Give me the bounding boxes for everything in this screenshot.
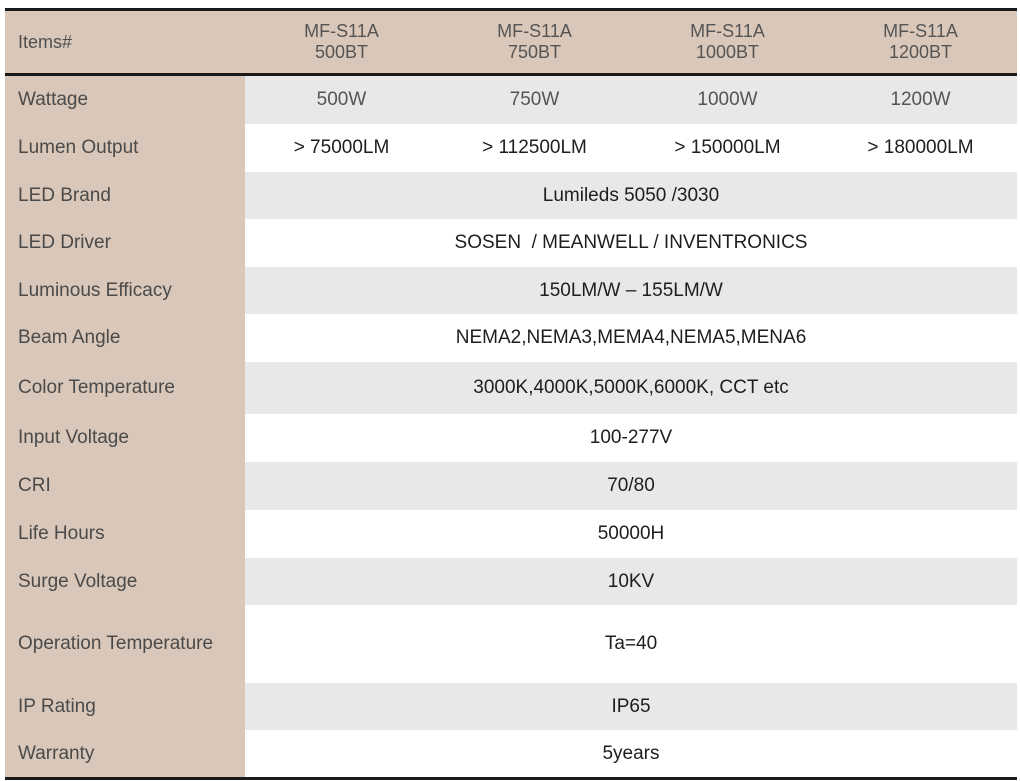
row-values — [245, 683, 1017, 730]
row-label: Input Voltage — [5, 414, 245, 462]
value-cell: > 112500LM — [482, 137, 587, 158]
model-1000bt — [631, 11, 824, 73]
row-values — [245, 314, 1017, 362]
row-label: Luminous Efficacy — [5, 267, 245, 314]
row-label: LED Driver — [5, 219, 245, 267]
value-cell: 10KV — [607, 570, 655, 592]
model-500bt — [245, 11, 438, 73]
row-label: Color Temperature — [5, 362, 245, 414]
row-values — [245, 730, 1017, 777]
value-cell: > 75000LM — [293, 137, 390, 158]
value-cell: 1000W — [697, 89, 758, 110]
row-values — [245, 76, 1017, 124]
row-ip-rating — [5, 683, 1017, 730]
row-values — [245, 414, 1017, 462]
row-surge-voltage — [5, 558, 1017, 605]
model-name: MF-S11A — [304, 21, 379, 41]
header-label: Items# — [5, 11, 245, 73]
row-input-voltage — [5, 414, 1017, 462]
row-label: IP Rating — [5, 683, 245, 730]
header-row — [5, 11, 1017, 76]
row-label: CRI — [5, 462, 245, 510]
row-beam-angle — [5, 314, 1017, 362]
row-led-brand — [5, 172, 1017, 219]
model-code: 750BT — [507, 42, 562, 62]
row-wattage — [5, 76, 1017, 124]
row-led-driver — [5, 219, 1017, 267]
row-label: LED Brand — [5, 172, 245, 219]
row-luminous-efficacy — [5, 267, 1017, 314]
value-cell: Ta=40 — [604, 633, 658, 654]
row-lumen-output — [5, 124, 1017, 172]
value-cell: > 180000LM — [867, 137, 974, 158]
model-name: MF-S11A — [690, 21, 765, 41]
model-code: 1200BT — [888, 42, 953, 62]
row-values — [245, 219, 1017, 267]
row-values — [245, 462, 1017, 510]
row-operation-temperature — [5, 605, 1017, 683]
model-name: MF-S11A — [883, 21, 958, 41]
value-cell: 750W — [509, 89, 560, 110]
row-values — [245, 172, 1017, 219]
row-values — [245, 362, 1017, 414]
row-label: Wattage — [5, 76, 245, 124]
value-cell: SOSEN / MEANWELL / INVENTRONICS — [454, 232, 808, 253]
value-cell: 5years — [602, 742, 660, 764]
row-label: Life Hours — [5, 510, 245, 558]
row-values — [245, 124, 1017, 172]
model-code: 500BT — [314, 42, 369, 62]
model-name: MF-S11A — [497, 21, 572, 41]
value-cell: IP65 — [611, 695, 651, 717]
model-code: 1000BT — [695, 42, 760, 62]
row-values — [245, 558, 1017, 605]
row-values — [245, 510, 1017, 558]
row-label: Surge Voltage — [5, 558, 245, 605]
row-label: Beam Angle — [5, 314, 245, 362]
row-cri — [5, 462, 1017, 510]
spec-table — [5, 8, 1017, 780]
model-750bt — [438, 11, 631, 73]
row-warranty — [5, 730, 1017, 777]
value-cell: 500W — [316, 89, 367, 110]
value-cell: 1200W — [890, 89, 951, 110]
row-values — [245, 267, 1017, 314]
value-cell: 50000H — [597, 523, 665, 544]
row-label: Operation Temperature — [5, 605, 245, 683]
value-cell: 150LM/W – 155LM/W — [539, 279, 723, 301]
row-color-temperature — [5, 362, 1017, 414]
row-label: Warranty — [5, 730, 245, 777]
value-cell: 70/80 — [607, 475, 655, 496]
row-label: Lumen Output — [5, 124, 245, 172]
value-cell: > 150000LM — [674, 137, 781, 158]
model-1200bt — [824, 11, 1017, 73]
value-cell: 3000K,4000K,5000K,6000K, CCT etc — [473, 377, 789, 398]
row-life-hours — [5, 510, 1017, 558]
value-cell: Lumileds 5050 /3030 — [542, 184, 720, 206]
row-values — [245, 605, 1017, 683]
value-cell: NEMA2,NEMA3,MEMA4,NEMA5,MENA6 — [455, 327, 807, 348]
value-cell: 100-277V — [589, 427, 673, 448]
